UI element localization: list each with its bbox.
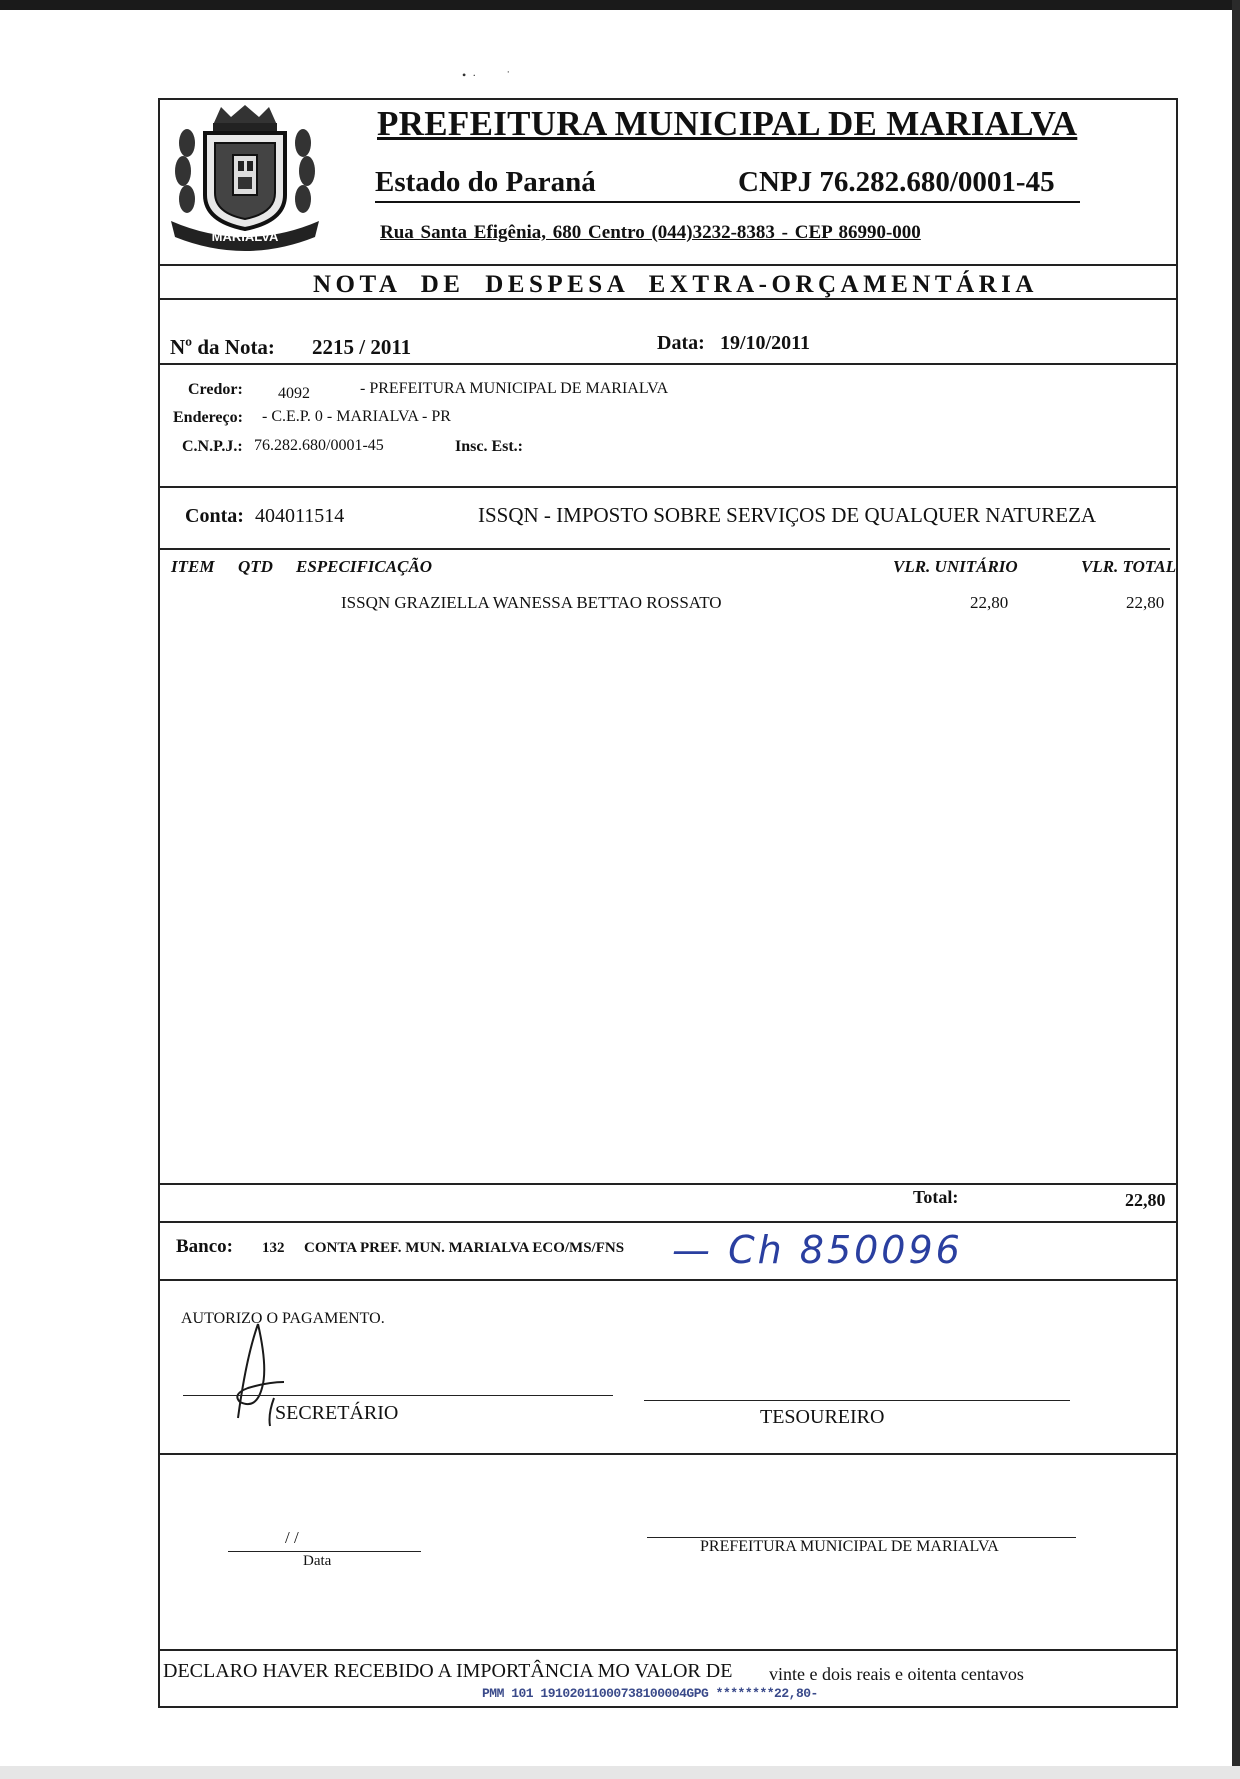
account-number: 404011514 <box>255 505 345 527</box>
bank-code: 132 <box>262 1240 285 1256</box>
total-label: Total: <box>913 1187 959 1207</box>
receipt-entity: PREFEITURA MUNICIPAL DE MARIALVA <box>700 1538 999 1555</box>
receipt-date-line <box>228 1551 421 1552</box>
authorization-text: AUTORIZO O PAGAMENTO. <box>181 1310 385 1327</box>
divider <box>158 1453 1178 1455</box>
handwritten-check-number: — Ch 850096 <box>672 1228 963 1272</box>
secretary-signature-line <box>183 1395 613 1396</box>
row-total-value: 22,80 <box>1126 593 1165 612</box>
document-title: NOTA DE DESPESA EXTRA-ORÇAMENTÁRIA <box>313 271 1038 298</box>
scan-edge-right <box>1232 0 1240 1779</box>
creditor-name: - PREFEITURA MUNICIPAL DE MARIALVA <box>360 380 669 397</box>
header-cnpj: CNPJ 76.282.680/0001-45 <box>738 166 1055 198</box>
column-header-qty: QTD <box>238 557 273 576</box>
row-unit-value: 22,80 <box>970 593 1009 612</box>
note-number-label: Nº da Nota: <box>170 335 275 359</box>
bank-label: Banco: <box>176 1236 233 1257</box>
column-header-specification: ESPECIFICAÇÃO <box>296 557 433 576</box>
receipt-date-label: Data <box>303 1553 332 1569</box>
header-divider <box>375 201 1080 203</box>
machine-stamp: PMM 101 19102011000738100004GPG ********22,80- <box>482 1686 818 1701</box>
address-label: Endereço: <box>173 409 243 426</box>
creditor-cnpj: 76.282.680/0001-45 <box>254 437 384 454</box>
account-label: Conta: <box>185 505 244 527</box>
account-description: ISSQN - IMPOSTO SOBRE SERVIÇOS DE QUALQUER NATUREZA <box>478 503 1097 527</box>
creditor-code: 4092 <box>278 385 310 402</box>
note-number: 2215 / 2011 <box>312 335 412 359</box>
bank-name: CONTA PREF. MUN. MARIALVA ECO/MS/FNS <box>304 1240 625 1256</box>
column-header-unit-value: VLR. UNITÁRIO <box>893 557 1018 576</box>
divider <box>158 1649 1178 1651</box>
municipal-crest-icon <box>165 103 325 258</box>
divider <box>158 298 1178 300</box>
column-header-total-value: VLR. TOTAL <box>1081 557 1177 576</box>
secretary-label: SECRETÁRIO <box>275 1402 399 1424</box>
note-date: 19/10/2011 <box>720 332 811 354</box>
page-title: PREFEITURA MUNICIPAL DE MARIALVA <box>377 104 1078 143</box>
state-registration-label: Insc. Est.: <box>455 438 524 455</box>
receipt-date-slashes: / / <box>285 1528 299 1547</box>
divider <box>158 264 1178 266</box>
divider <box>158 363 1178 365</box>
note-date-label: Data: <box>657 332 705 354</box>
total-value: 22,80 <box>1125 1190 1166 1210</box>
treasurer-label: TESOUREIRO <box>760 1406 885 1428</box>
divider <box>158 548 1170 550</box>
row-specification: ISSQN GRAZIELLA WANESSA BETTAO ROSSATO <box>341 593 722 612</box>
scan-edge-top <box>0 0 1240 10</box>
divider <box>158 1221 1178 1223</box>
state-name: Estado do Paraná <box>375 166 596 198</box>
creditor-address: - C.E.P. 0 - MARIALVA - PR <box>262 408 451 425</box>
scan-specks: • · ˙ <box>462 68 511 82</box>
header-address: Rua Santa Efigênia, 680 Centro (044)3232-8383 - CEP 86990-000 <box>380 222 921 243</box>
treasurer-signature-line <box>644 1400 1070 1401</box>
declaration-amount-words: vinte e dois reais e oitenta centavos <box>769 1664 1024 1684</box>
divider <box>158 1279 1178 1281</box>
cnpj-label: C.N.P.J.: <box>182 438 243 455</box>
declaration-text: DECLARO HAVER RECEBIDO A IMPORTÂNCIA MO VALOR DE <box>163 1660 733 1682</box>
creditor-label: Credor: <box>188 381 243 398</box>
divider <box>158 1183 1178 1185</box>
column-header-item: ITEM <box>171 557 215 576</box>
crest-motto: MARIALVA <box>211 229 279 244</box>
divider <box>158 486 1178 488</box>
scan-edge-bottom <box>0 1766 1240 1779</box>
